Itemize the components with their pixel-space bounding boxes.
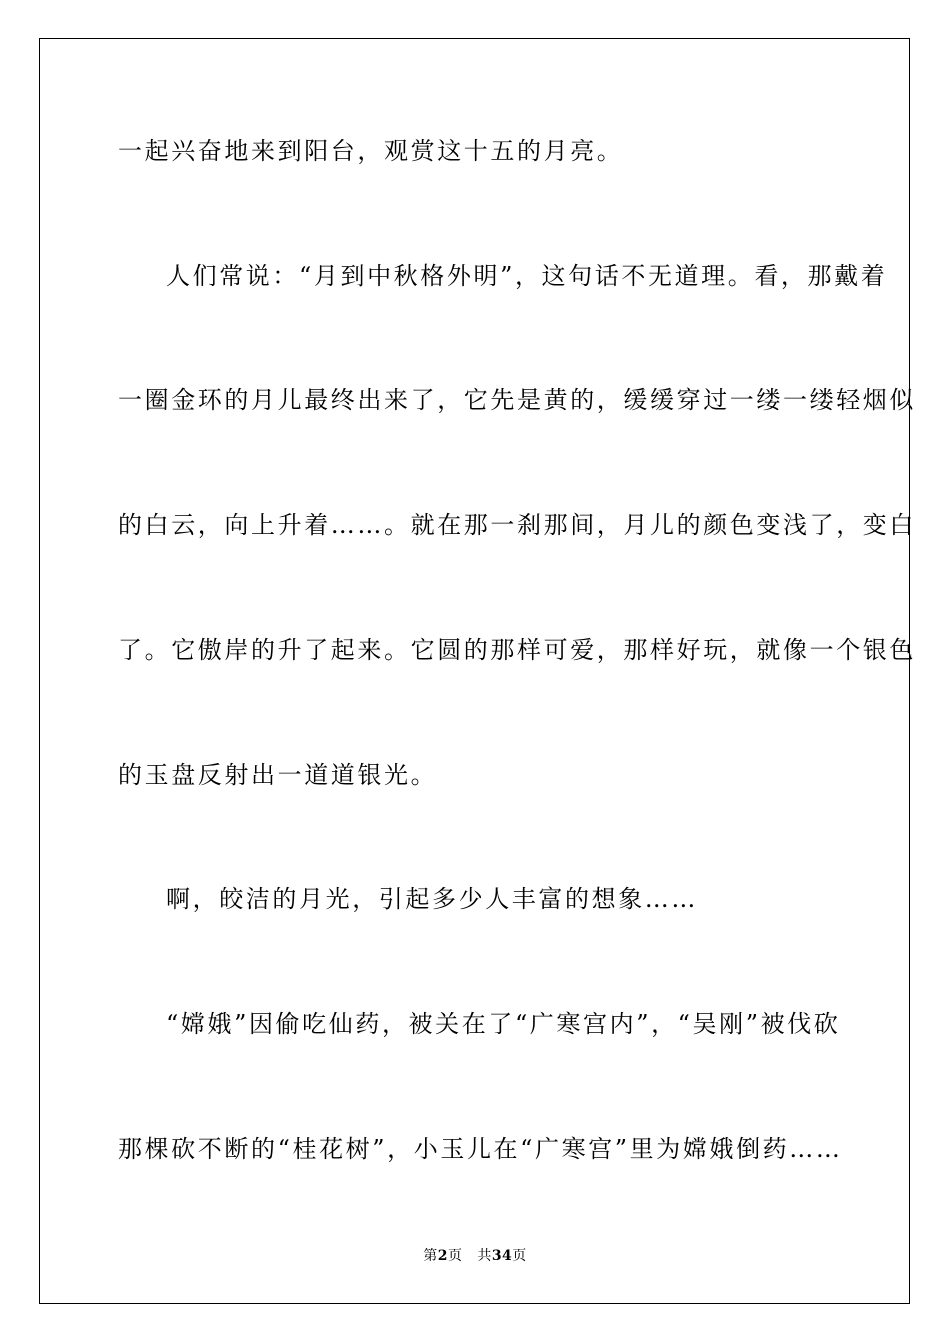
paragraph-line: 啊，皎洁的月光，引起多少人丰富的想象…… xyxy=(166,885,698,913)
page-prefix: 第 xyxy=(423,1248,438,1264)
paragraph-line: 的玉盘反射出一道道银光。 xyxy=(118,761,438,789)
paragraph-line: “嫦娥”因偷吃仙药，被关在了“广寒宫内”，“吴刚”被伐砍 xyxy=(166,1010,841,1038)
paragraph-line: 一圈金环的月儿最终出来了，它先是黄的，缓缓穿过一缕一缕轻烟似 xyxy=(118,386,916,414)
paragraph-line: 人们常说：“月到中秋格外明”，这句话不无道理。看，那戴着 xyxy=(166,262,888,290)
paragraph-line: 的白云，向上升着……。就在那一刹那间，月儿的颜色变浅了，变白 xyxy=(118,511,916,539)
paragraph-line: 一起兴奋地来到阳台，观赏这十五的月亮。 xyxy=(118,137,624,165)
paragraph-line: 了。它傲岸的升了起来。它圆的那样可爱，那样好玩，就像一个银色 xyxy=(118,636,916,664)
total-pages-number: 34 xyxy=(491,1248,513,1264)
page-footer xyxy=(0,1247,950,1265)
current-page-number: 2 xyxy=(437,1248,448,1264)
page-suffix: 页 xyxy=(447,1248,463,1264)
total-suffix: 页 xyxy=(512,1248,527,1264)
paragraph-line: 那棵砍不断的“桂花树”，小玉儿在“广寒宫”里为嫦娥倒药…… xyxy=(118,1135,843,1163)
total-prefix: 共 xyxy=(477,1248,492,1264)
page-border xyxy=(39,38,916,1304)
